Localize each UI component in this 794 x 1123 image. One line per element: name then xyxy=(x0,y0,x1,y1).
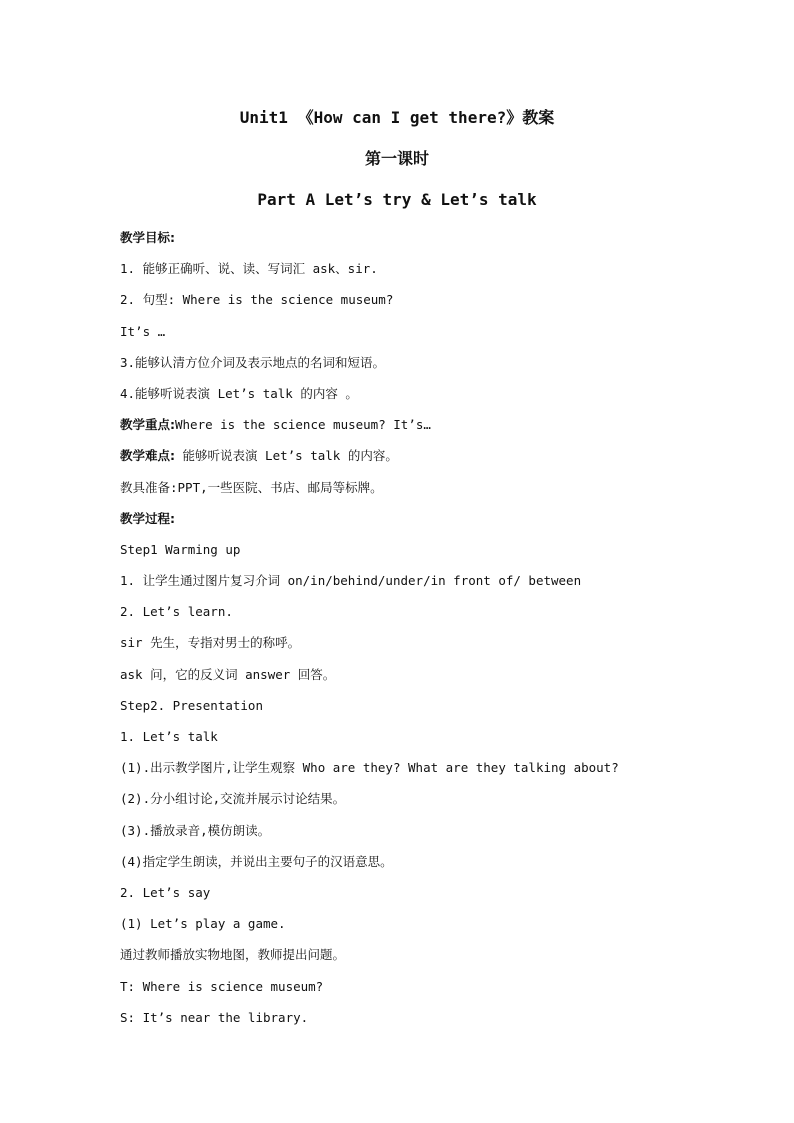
process-heading: 教学过程: xyxy=(120,510,175,526)
objectives-heading: 教学目标: xyxy=(120,230,175,245)
process-line: 1. 让学生通过图片复习介词 on/in/behind/under/in front of/ between xyxy=(120,573,582,589)
key-point-label: 教学重点: xyxy=(120,417,175,433)
process-line: S: It’s near the library. xyxy=(120,1009,309,1025)
process-line: sir 先生，专指对男士的称呼。 xyxy=(120,635,301,651)
process-line: 2. Let’s learn. xyxy=(120,604,233,620)
lesson-number: 第一课时 xyxy=(364,149,429,168)
process-line: Step2. Presentation xyxy=(120,697,263,713)
process-line: 通过教师播放实物地图，教师提出问题。 xyxy=(120,947,346,963)
process-line: (3).播放录音,模仿朗读。 xyxy=(120,822,271,838)
document-title: Unit1 《How can I get there?》教案 xyxy=(239,108,555,127)
lesson-part: Part A Let’s try & Let’s talk xyxy=(257,190,537,209)
difficulty-row xyxy=(120,446,760,477)
difficulty-label: 教学难点: xyxy=(120,448,175,464)
process-line: (4)指定学生朗读，并说出主要句子的汉语意思。 xyxy=(120,853,393,869)
objective-line: 2. 句型: Where is the science museum? xyxy=(120,292,394,308)
process-line: 2. Let’s say xyxy=(120,884,211,900)
process-line: ask 问，它的反义词 answer 回答。 xyxy=(120,666,336,682)
process-line: (1).出示教学图片,让学生观察 Who are they? What are they talking about? xyxy=(120,760,619,776)
process-line: (1) Let’s play a game. xyxy=(120,916,286,932)
process-line: T: Where is science museum? xyxy=(120,978,324,994)
document-body xyxy=(120,228,760,1039)
key-point-row xyxy=(120,415,760,446)
materials-line: 教具准备:PPT,一些医院、书店、邮局等标牌。 xyxy=(120,479,383,495)
objective-line: 1. 能够正确听、说、读、写词汇 ask、sir. xyxy=(120,261,378,277)
process-line: 1. Let’s talk xyxy=(120,729,218,744)
difficulty-text: 能够听说表演 Let’s talk 的内容。 xyxy=(175,448,398,464)
process-line: Step1 Warming up xyxy=(120,541,241,557)
key-point-text: Where is the science museum? It’s… xyxy=(175,417,431,433)
objective-line: It’s … xyxy=(120,323,166,339)
process-line: (2).分小组讨论,交流并展示讨论结果。 xyxy=(120,791,346,807)
objective-line: 4.能够听说表演 Let’s talk 的内容 。 xyxy=(120,385,358,401)
objective-line: 3.能够认清方位介词及表示地点的名词和短语。 xyxy=(120,354,386,370)
